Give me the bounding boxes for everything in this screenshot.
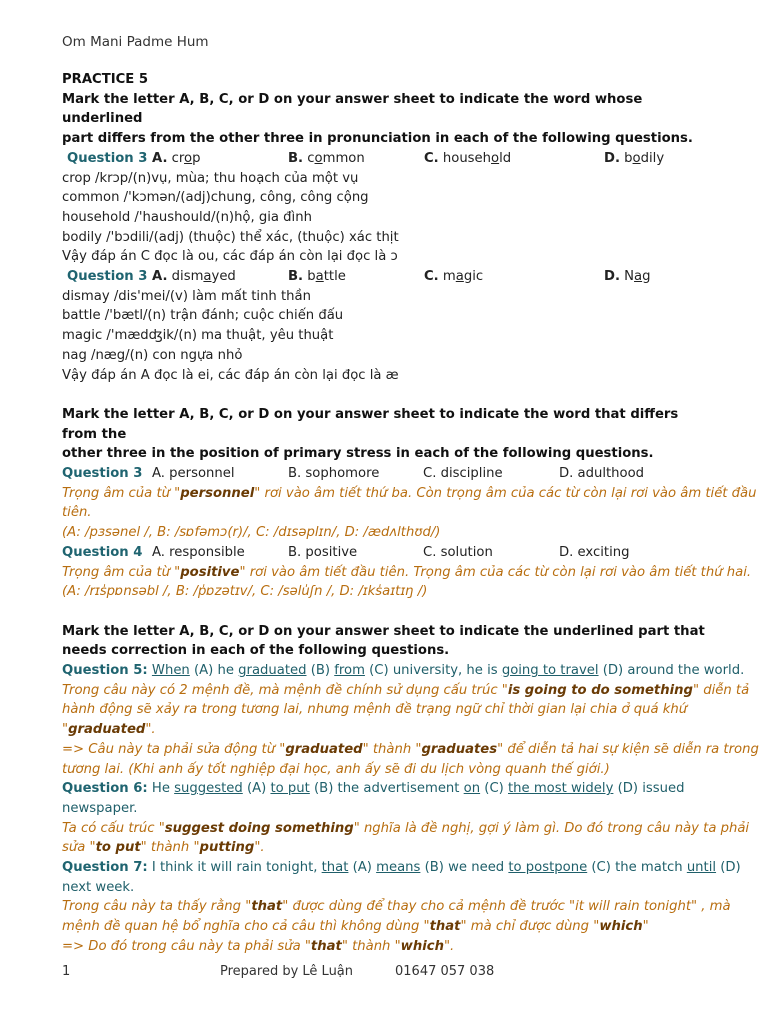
question-continuation: newspaper. <box>62 800 138 816</box>
option-b: B. common <box>288 150 365 166</box>
section3-instruction: Mark the letter A, B, C, or D on your answer sheet to indicate the underlined part that needs correction in each of the following questions. <box>62 623 705 659</box>
question-5: Question 5: When (A) he graduated (B) from (C) university, he is going to travel (D) around the world. <box>62 663 745 678</box>
underlined-part-c: on <box>463 781 481 797</box>
question-label: Question 6: <box>62 781 148 797</box>
section1-instruction: Mark the letter A, B, C, or D on your answer sheet to indicate the word whose underlined part differs from the other three in pronunciation in each of the following questions. <box>62 91 693 147</box>
option-d: D. Nag <box>604 269 651 285</box>
option-b: B. sophomore <box>288 466 380 482</box>
explanation-line: tương lai. (Khi anh ấy tốt nghiệp đại học, anh ấy sẽ đi du lịch vòng quanh thế giới.) <box>62 761 610 777</box>
question-continuation: next week. <box>62 879 135 895</box>
question-7: Question 7: I think it will rain tonight, that (A) means (B) we need to postpone (C) the match until (D) <box>62 860 741 876</box>
explanation-line: sửa "to put" thành "putting". <box>62 840 265 856</box>
question-label: Question 5: <box>62 663 148 678</box>
phone-number: 01647 057 038 <box>395 964 495 979</box>
option-c: C. discipline <box>423 466 503 482</box>
explanation-line: Trọng âm của từ "positive" rơi vào âm tiết đầu tiên. Trọng âm của các từ còn lại rơi vào âm tiết thứ hai. <box>62 564 752 580</box>
option-a: A. dismayed <box>152 269 236 285</box>
document-body <box>62 70 759 957</box>
option-d: D. bodily <box>604 150 665 166</box>
underlined-part-c: to postpone <box>508 860 588 876</box>
option-a: A. crop <box>152 150 201 166</box>
explanation-line: nag /næg/(n) con ngựa nhỏ <box>62 347 243 363</box>
option-a: A. responsible <box>152 544 245 560</box>
explanation-line: Trọng âm của từ "personnel" rơi vào âm tiết thứ ba. Còn trọng âm của các từ còn lại rơi vào âm tiết đầu <box>62 485 757 501</box>
explanation-line: crop /krɔp/(n)vụ, mùa; thu hoạch của một vụ <box>62 170 359 186</box>
option-d: D. adulthood <box>559 466 645 482</box>
underlined-part-a: that <box>321 860 349 876</box>
page-header: Om Mani Padme Hum <box>62 34 209 50</box>
underlined-part-b: graduated <box>238 663 307 678</box>
explanation-line: bodily /'bɔdili/(adj) (thuộc) thể xác, (thuộc) xác thịt <box>62 229 399 245</box>
underlined-part-d: until <box>686 860 717 876</box>
underlined-part-c: from <box>334 663 365 678</box>
explanation-line: Vậy đáp án A đọc là ei, các đáp án còn lại đọc là æ <box>62 367 399 383</box>
explanation-line: (A: /pɜsənel /, B: /sɒfəmɔ(r)/, C: /dɪsəplɪn/, D: /ædʌlthʊd/) <box>62 525 441 541</box>
option-b: B. positive <box>288 544 358 560</box>
underlined-part-a: suggested <box>174 781 243 797</box>
option-d: D. exciting <box>559 544 630 560</box>
explanation-line: household /'haushould/(n)hộ, gia đình <box>62 209 312 225</box>
explanation-line: Ta có cấu trúc "suggest doing something" nghĩa là đề nghị, gợi ý làm gì. Do đó trong câu này ta phải <box>62 820 750 836</box>
explanation-line: hành động sẽ xảy ra trong tương lai, nhưng mệnh đề trạng ngữ chỉ thời gian lại chia ở quá khứ <box>62 702 688 718</box>
underlined-part-b: means <box>376 860 421 876</box>
option-c: C. solution <box>423 544 493 560</box>
explanation-line: mệnh đề quan hệ bổ nghĩa cho cả câu thì không dùng "that" mà chỉ được dùng "which" <box>62 919 649 935</box>
prepared-by: Prepared by Lê Luận <box>220 964 354 979</box>
question-label: Question 4 <box>62 544 143 560</box>
explanation-line: common /'kɔmən/(adj)chung, công, công cộng <box>62 190 369 206</box>
question-row <box>62 149 712 169</box>
question-row <box>62 267 712 287</box>
underlined-part-d: going to travel <box>501 663 599 678</box>
question-row <box>62 464 712 484</box>
question-row <box>62 543 712 563</box>
underlined-part-a: When <box>151 663 190 678</box>
underlined-part-d: the most widely <box>508 781 614 797</box>
explanation-line: tiên. <box>62 505 92 521</box>
section2-instruction: Mark the letter A, B, C, or D on your answer sheet to indicate the word that differs from the other three in the position of primary stress in each of the following questions. <box>62 406 679 462</box>
option-b: B. battle <box>288 269 346 285</box>
question-label: Question 3 <box>67 269 148 285</box>
underlined-part-b: to put <box>270 781 310 797</box>
explanation-line: magic /'mædʤik/(n) ma thuật, yêu thuật <box>62 328 334 344</box>
question-label: Question 3 <box>62 466 143 482</box>
explanation-line: "graduated". <box>62 722 156 738</box>
explanation-line: => Câu này ta phải sửa động từ "graduated" thành "graduates" để diễn tả hai sự kiện sẽ diễn ra trong <box>62 741 759 757</box>
explanation-line: Trong câu này ta thấy rằng "that" được dùng để thay cho cả mệnh đề trước "it will rain tonight" , mà <box>62 899 731 915</box>
page-number: 1 <box>62 964 71 979</box>
option-c: C. magic <box>424 269 484 285</box>
question-6: Question 6: He suggested (A) to put (B) the advertisement on (C) the most widely (D) issued <box>62 781 685 797</box>
explanation-line: (A: /rɪs̍pɒnsəbl /, B: /p̍ɒzətɪv/, C: /səlu̍ʃn /, D: /ɪks̍aɪtɪŋ /) <box>62 584 428 600</box>
option-a: A. personnel <box>152 466 235 482</box>
question-label: Question 7: <box>62 860 148 876</box>
practice-title: PRACTICE 5 <box>62 72 149 87</box>
explanation-line: dismay /dis'mei/(v) làm mất tinh thần <box>62 288 311 304</box>
explanation-line: battle /'bætl/(n) trận đánh; cuộc chiến đấu <box>62 308 344 324</box>
question-label: Question 3 <box>67 150 148 166</box>
explanation-line: Trong câu này có 2 mệnh đề, mà mệnh đề chính sử dụng cấu trúc "is going to do something" diễn tả <box>62 682 750 698</box>
explanation-line: Vậy đáp án C đọc là ou, các đáp án còn lại đọc là ɔ <box>62 249 398 265</box>
explanation-line: => Do đó trong câu này ta phải sửa "that" thành "which". <box>62 938 455 954</box>
option-c: C. household <box>424 150 512 166</box>
